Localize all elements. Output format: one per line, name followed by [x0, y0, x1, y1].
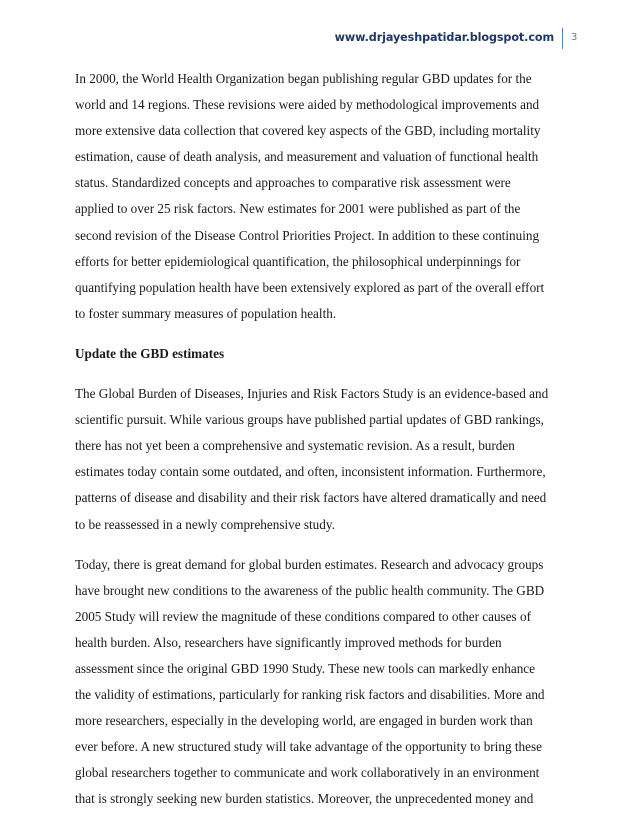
- text-line: Today, there is great demand for global burden estimates. Research and advocacy groups: [75, 556, 544, 572]
- text-line: applied to over 25 risk factors. New estimates for 2001 were published as part of the: [75, 201, 521, 217]
- text-line: have brought new conditions to the awareness of the public health community. The GBD: [75, 582, 545, 598]
- text-line: global researchers together to communicate and work collaboratively in an environment: [75, 765, 540, 781]
- paragraph-gbd-study: [75, 381, 569, 538]
- paragraph-demand: [75, 552, 569, 813]
- paragraph-gbd-updates: [75, 66, 569, 327]
- header-url[interactable]: www.drjayeshpatidar.blogspot.com: [334, 31, 554, 44]
- text-line: 2005 Study will review the magnitude of these conditions compared to other causes of: [75, 608, 531, 624]
- text-line: ever before. A new structured study will take advantage of the opportunity to bring these: [75, 739, 542, 755]
- document-body: [75, 66, 569, 813]
- text-line: more extensive data collection that covered key aspects of the GBD, including mortality: [75, 123, 541, 139]
- section-heading: Update the GBD estimates: [75, 345, 225, 361]
- text-line: assessment since the original GBD 1990 Study. These new tools can markedly enhance: [75, 660, 535, 676]
- text-line: to foster summary measures of population health.: [75, 305, 337, 321]
- text-line: that is strongly seeking new burden statistics. Moreover, the unprecedented money and: [75, 791, 534, 807]
- header-divider: [562, 28, 563, 49]
- page-header: [0, 28, 638, 48]
- text-line: health burden. Also, researchers have significantly improved methods for burden: [75, 634, 502, 650]
- text-line: the validity of estimations, particularly for ranking risk factors and disabilities. More and: [75, 687, 545, 703]
- text-line: there has not yet been a comprehensive and systematic revision. As a result, burden: [75, 438, 515, 454]
- text-line: more researchers, especially in the developing world, are engaged in burden work than: [75, 713, 533, 729]
- text-line: In 2000, the World Health Organization began publishing regular GBD updates for the: [75, 71, 532, 86]
- text-line: efforts for better epidemiological quantification, the philosophical underpinnings for: [75, 253, 521, 269]
- text-line: to be reassessed in a newly comprehensive study.: [75, 516, 335, 532]
- text-line: estimation, cause of death analysis, and measurement and valuation of functional health: [75, 149, 539, 165]
- text-line: estimates today contain some outdated, and often, inconsistent information. Furthermore,: [75, 464, 546, 480]
- text-line: patterns of disease and disability and their risk factors have altered dramatically and need: [75, 490, 547, 506]
- page-number: 3: [571, 32, 578, 43]
- text-line: scientific pursuit. While various groups have published partial updates of GBD rankings,: [75, 412, 544, 428]
- text-line: status. Standardized concepts and approaches to comparative risk assessment were: [75, 175, 511, 191]
- text-line: quantifying population health have been extensively explored as part of the overall effort: [75, 279, 545, 295]
- text-line: The Global Burden of Diseases, Injuries and Risk Factors Study is an evidence-based and: [75, 386, 549, 402]
- text-line: world and 14 regions. These revisions were aided by methodological improvements and: [75, 97, 540, 113]
- text-line: second revision of the Disease Control Priorities Project. In addition to these continuing: [75, 227, 540, 243]
